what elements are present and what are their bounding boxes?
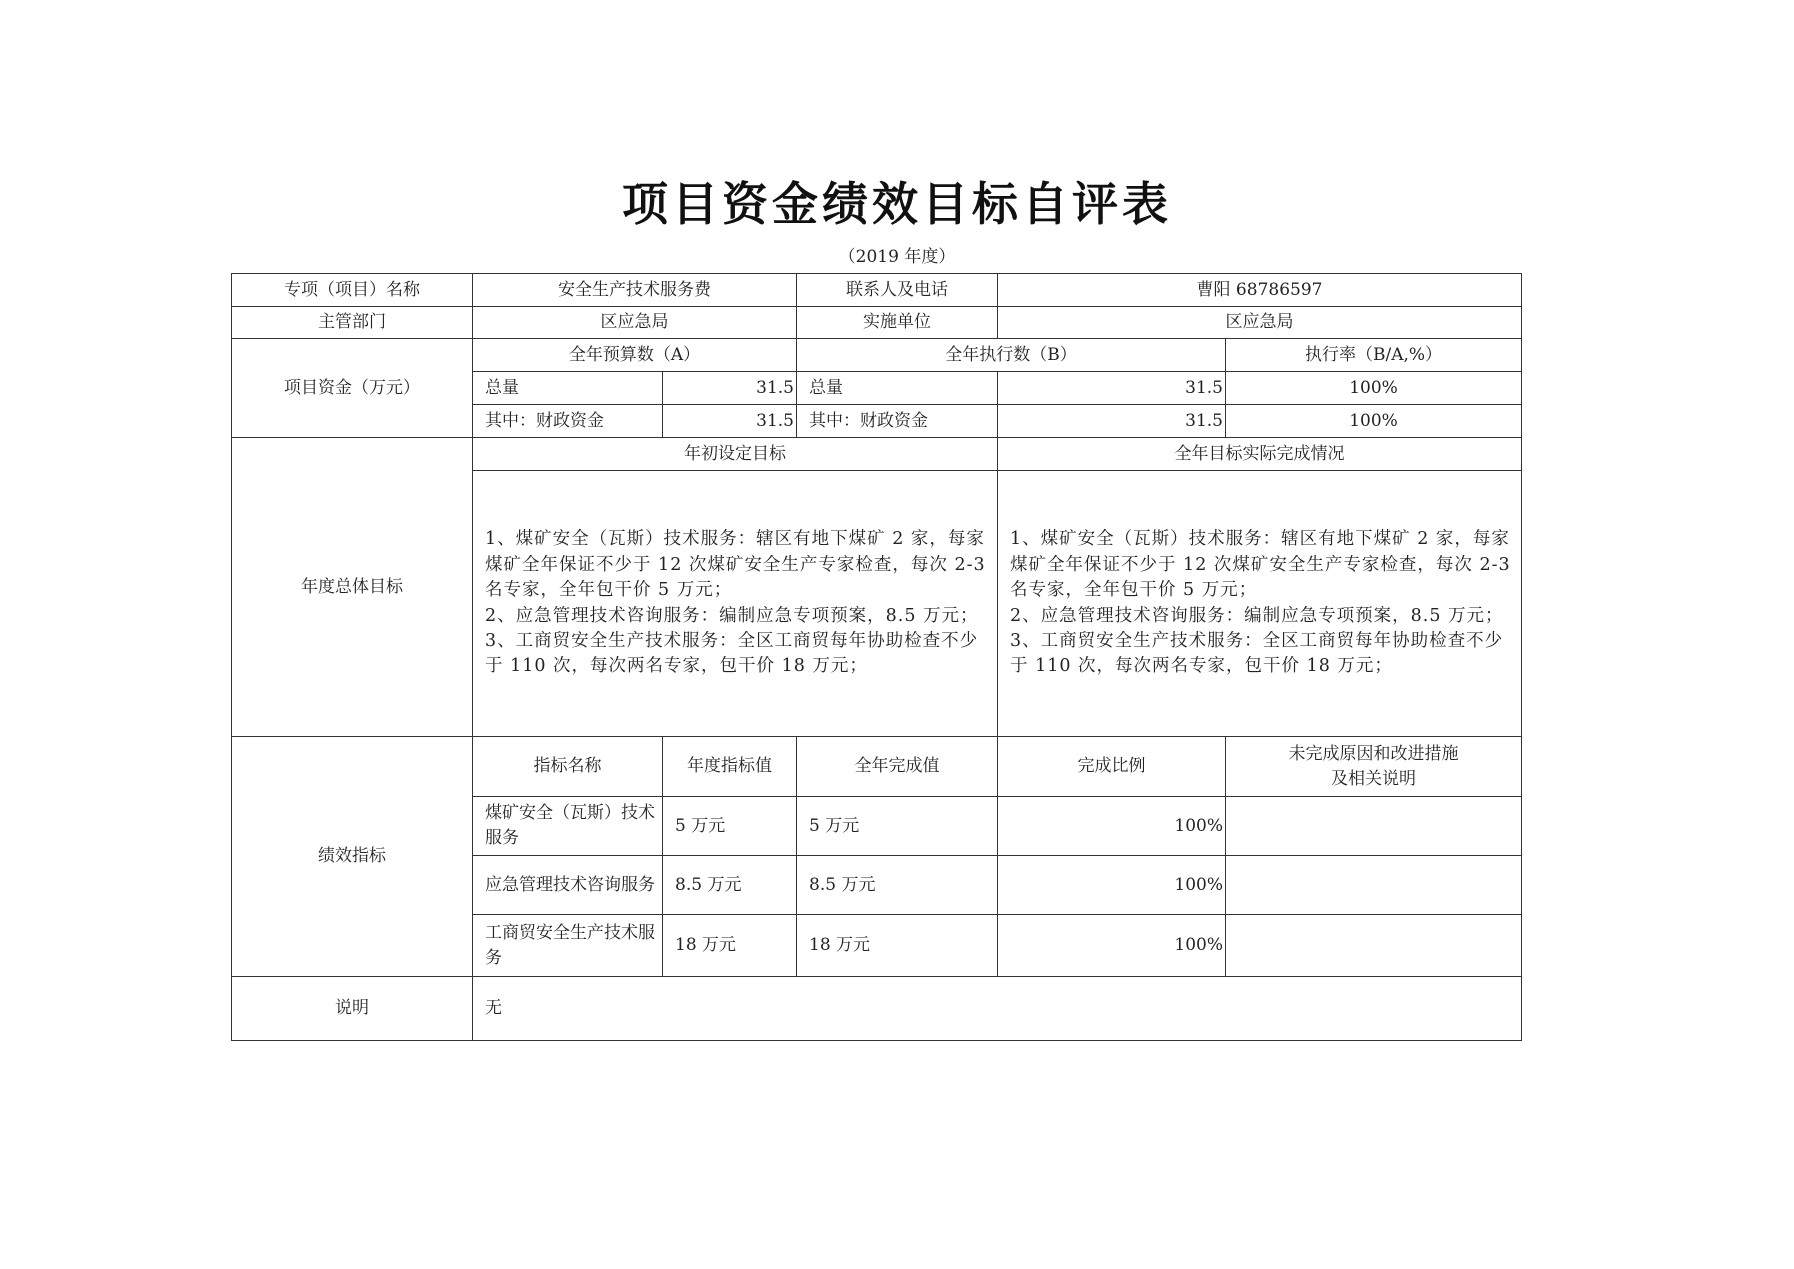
- indicator-name: 工商贸安全生产技术服务: [473, 915, 663, 977]
- budget-value: 31.5: [663, 372, 797, 405]
- actual-goal-line: 2、应急管理技术咨询服务：编制应急专项预案，8.5 万元；: [1010, 605, 1504, 626]
- unit-label: 实施单位: [797, 307, 998, 339]
- project-row: [232, 274, 1522, 307]
- note-row: [232, 977, 1522, 1041]
- indicator-col-reason: [1226, 737, 1522, 797]
- exec-header: 全年执行数（B）: [797, 339, 1226, 372]
- indicator-target: 5 万元: [663, 797, 797, 856]
- indicator-done: 18 万元: [797, 915, 998, 977]
- goals-label: 年度总体目标: [232, 438, 473, 737]
- page-title: 项目资金绩效目标自评表: [622, 177, 1172, 231]
- goals-header-row: [232, 438, 1522, 471]
- indicators-label: 绩效指标: [232, 737, 473, 977]
- contact-value: 曹阳 68786597: [998, 274, 1522, 307]
- indicator-name: 煤矿安全（瓦斯）技术服务: [473, 797, 663, 856]
- contact-label: 联系人及电话: [797, 274, 998, 307]
- indicator-target: 18 万元: [663, 915, 797, 977]
- project-label: 专项（项目）名称: [232, 274, 473, 307]
- actual-goal-header: 全年目标实际完成情况: [998, 438, 1522, 471]
- indicator-ratio: 100%: [998, 856, 1226, 915]
- rate-header: 执行率（B/A,%）: [1226, 339, 1522, 372]
- indicator-ratio: 100%: [998, 915, 1226, 977]
- dept-label: 主管部门: [232, 307, 473, 339]
- indicator-reason: [1226, 856, 1522, 915]
- reason-header-line: 未完成原因和改进措施: [1288, 743, 1459, 764]
- actual-goal-line: 3、工商贸安全生产技术服务：全区工商贸每年协助检查不少于 110 次，每次两名专家，包干价 18 万元；: [1010, 630, 1504, 677]
- funds-label: 项目资金（万元）: [232, 339, 473, 438]
- rate-value: 100%: [1226, 405, 1522, 438]
- indicator-target: 8.5 万元: [663, 856, 797, 915]
- unit-value: 区应急局: [998, 307, 1522, 339]
- indicator-name: 应急管理技术咨询服务: [473, 856, 663, 915]
- actual-goal-line: 1、煤矿安全（瓦斯）技术服务：辖区有地下煤矿 2 家，每家煤矿全年保证不少于 12 次煤矿安全生产专家检查，每次 2-3 名专家，全年包干价 5 万元；: [1010, 529, 1511, 601]
- indicator-ratio: 100%: [998, 797, 1226, 856]
- dept-value: 区应急局: [473, 307, 797, 339]
- budget-name: 其中：财政资金: [473, 405, 663, 438]
- budget-name: 总量: [473, 372, 663, 405]
- budget-header: 全年预算数（A）: [473, 339, 797, 372]
- indicator-col-ratio: 完成比例: [998, 737, 1226, 797]
- indicator-col-target: 年度指标值: [663, 737, 797, 797]
- exec-name: 其中：财政资金: [797, 405, 998, 438]
- year-subtitle: （2019 年度）: [838, 247, 956, 267]
- rate-value: 100%: [1226, 372, 1522, 405]
- budget-value: 31.5: [663, 405, 797, 438]
- indicator-reason: [1226, 915, 1522, 977]
- exec-value: 31.5: [998, 405, 1226, 438]
- indicator-done: 5 万元: [797, 797, 998, 856]
- initial-goal-line: 3、工商贸安全生产技术服务：全区工商贸每年协助检查不少于 110 次，每次两名专家，包干价 18 万元；: [485, 630, 979, 677]
- indicator-header-row: [232, 737, 1522, 797]
- indicator-col-name: 指标名称: [473, 737, 663, 797]
- indicator-col-done: 全年完成值: [797, 737, 998, 797]
- actual-goal-text: [998, 471, 1522, 737]
- indicator-reason: [1226, 797, 1522, 856]
- initial-goal-line: 1、煤矿安全（瓦斯）技术服务：辖区有地下煤矿 2 家，每家煤矿全年保证不少于 12 次煤矿安全生产专家检查，每次 2-3 名专家，全年包干价 5 万元；: [485, 529, 986, 601]
- initial-goal-text: [473, 471, 998, 737]
- initial-goal-line: 2、应急管理技术咨询服务：编制应急专项预案，8.5 万元；: [485, 605, 979, 626]
- funds-header-row: [232, 339, 1522, 372]
- reason-header-line: 及相关说明: [1331, 768, 1416, 789]
- exec-value: 31.5: [998, 372, 1226, 405]
- initial-goal-header: 年初设定目标: [473, 438, 998, 471]
- exec-name: 总量: [797, 372, 998, 405]
- note-value: 无: [473, 977, 1522, 1041]
- dept-row: [232, 307, 1522, 339]
- indicator-done: 8.5 万元: [797, 856, 998, 915]
- evaluation-table: [231, 273, 1522, 1041]
- note-label: 说明: [232, 977, 473, 1041]
- project-value: 安全生产技术服务费: [473, 274, 797, 307]
